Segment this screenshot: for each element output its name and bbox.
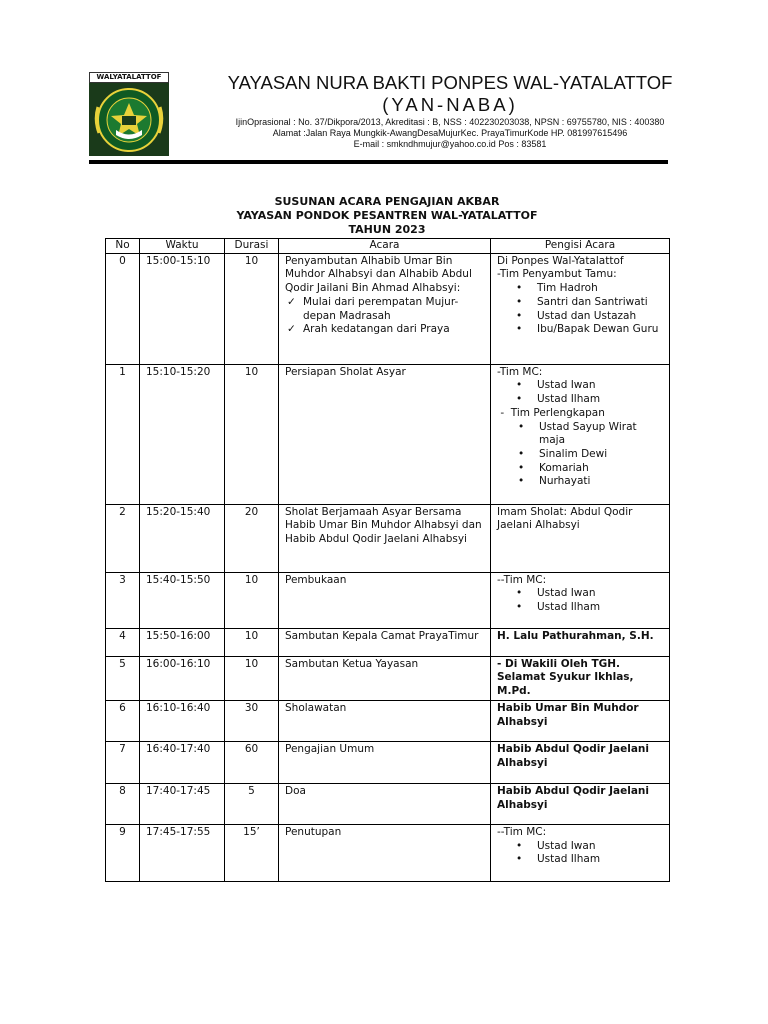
schedule-table [105,238,670,882]
row-no: 1 [106,364,140,504]
logo-label: WALYATALATTOF [89,72,169,83]
row-acara: Persiapan Sholat Asyar [279,364,491,504]
row-waktu: 15:20-15:40 [140,504,225,572]
list-item: • Komariah [539,462,663,476]
foundation-logo [89,72,169,156]
list-item: • Tim Hadroh [537,282,663,296]
row-acara: Sholawatan [279,700,491,741]
row-no: 0 [106,253,140,364]
table-row [106,628,670,656]
table-row [106,253,670,364]
header-pengisi: Pengisi Acara [491,239,670,254]
row-acara: Sambutan Kepala Camat PrayaTimur [279,628,491,656]
row-waktu: 15:10-15:20 [140,364,225,504]
list-item: • Ustad Ilham [537,601,663,615]
pengisi-list [497,587,663,614]
table-row [106,783,670,824]
row-pengisi: Habib Abdul Qodir Jaelani Alhabsyi [491,741,670,783]
header-durasi: Durasi [225,239,279,254]
pengisi-list [497,379,663,406]
list-item: • Ustad Iwan [537,587,663,601]
acara-checklist [285,296,484,337]
row-pengisi: Habib Umar Bin Muhdor Alhabsyi [491,700,670,741]
list-item: • Ustad Ilham [537,393,663,407]
row-pengisi [491,824,670,881]
row-waktu: 16:40-17:40 [140,741,225,783]
permit-info: IjinOprasional : No. 37/Dikpora/2013, Akreditasi : B, NSS : 402230203038, NPSN : 69755780, NIS : 400380 [235,117,665,127]
row-no: 4 [106,628,140,656]
list-item: • Ustad Iwan [537,379,663,393]
pengisi-group: -Tim MC: [497,365,543,378]
row-durasi: 10 [225,656,279,700]
row-acara [279,253,491,364]
contact-info: E-mail : smkndhmujur@yahoo.co.id Pos : 83581 [353,139,547,149]
header-acara: Acara [279,239,491,254]
table-row [106,572,670,628]
header-divider [89,160,668,164]
row-waktu: 15:00-15:10 [140,253,225,364]
list-item: • Ustad dan Ustazah [537,310,663,324]
pengisi-list [497,421,663,490]
row-durasi: 10 [225,364,279,504]
list-item: • Sinalim Dewi [539,448,663,462]
header-waktu: Waktu [140,239,225,254]
row-durasi: 60 [225,741,279,783]
acara-text: Penyambutan Alhabib Umar Bin Muhdor Alhabsyi dan Alhabib Abdul Qodir Jailani Bin Ahmad Alhabsyi: [285,254,472,295]
row-waktu: 16:10-16:40 [140,700,225,741]
list-item: • Nurhayati [539,475,663,489]
table-header-row [106,239,670,254]
row-pengisi [491,253,670,364]
row-acara: Penutupan [279,824,491,881]
row-no: 9 [106,824,140,881]
pengisi-group: -Tim Penyambut Tamu: [497,268,617,281]
row-durasi: 20 [225,504,279,572]
row-waktu: 17:40-17:45 [140,783,225,824]
foundation-abbreviation: (YAN-NABA) [382,94,518,115]
row-acara: Sholat Berjamaah Asyar Bersama Habib Umar Bin Muhdor Alhabsyi dan Habib Abdul Qodir Jaelani Alhabsyi [279,504,491,572]
row-waktu: 17:45-17:55 [140,824,225,881]
pengisi-group: - Tim Perlengkapan [497,406,605,419]
row-pengisi: - Di Wakili Oleh TGH. Selamat Syukur Ikhlas, M.Pd. [491,656,670,700]
doc-title-line2: YAYASAN PONDOK PESANTREN WAL-YATALATTOF [236,209,538,222]
row-waktu: 15:50-16:00 [140,628,225,656]
row-acara: Sambutan Ketua Yayasan [279,656,491,700]
logo-emblem-icon [89,83,169,156]
table-row [106,656,670,700]
pengisi-list [497,282,663,337]
list-item: ✓ Mulai dari perempatan Mujur-depan Madrasah [303,296,484,323]
table-row [106,504,670,572]
row-durasi: 15’ [225,824,279,881]
row-no: 8 [106,783,140,824]
row-pengisi [491,364,670,504]
row-no: 7 [106,741,140,783]
row-waktu: 15:40-15:50 [140,572,225,628]
row-durasi: 10 [225,572,279,628]
pengisi-group: --Tim MC: [497,573,547,586]
row-durasi: 10 [225,628,279,656]
list-item: • Ustad Iwan [537,840,663,854]
table-row [106,824,670,881]
row-acara: Pembukaan [279,572,491,628]
address-info: Alamat :Jalan Raya Mungkik-AwangDesaMujurKec. PrayaTimurKode HP. 081997615496 [272,128,628,138]
row-durasi: 10 [225,253,279,364]
list-item: • Ustad Sayup Wirat maja [539,421,663,448]
list-item: • Ustad Ilham [537,853,663,867]
row-durasi: 30 [225,700,279,741]
table-row [106,364,670,504]
row-no: 5 [106,656,140,700]
row-acara: Pengajian Umum [279,741,491,783]
row-acara: Doa [279,783,491,824]
header-no: No [106,239,140,254]
row-pengisi [491,572,670,628]
row-pengisi: Imam Sholat: Abdul Qodir Jaelani Alhabsyi [491,504,670,572]
list-item: ✓ Arah kedatangan dari Praya [303,323,484,337]
row-no: 6 [106,700,140,741]
table-row [106,700,670,741]
pengisi-list [497,840,663,867]
row-pengisi: Habib Abdul Qodir Jaelani Alhabsyi [491,783,670,824]
doc-title-line3: TAHUN 2023 [348,223,426,236]
list-item: • Santri dan Santriwati [537,296,663,310]
pengisi-location: Di Ponpes Wal-Yatalattof [497,254,624,267]
row-pengisi: H. Lalu Pathurahman, S.H. [491,628,670,656]
table-row [106,741,670,783]
row-no: 2 [106,504,140,572]
row-waktu: 16:00-16:10 [140,656,225,700]
row-durasi: 5 [225,783,279,824]
row-no: 3 [106,572,140,628]
doc-title-line1: SUSUNAN ACARA PENGAJIAN AKBAR [274,195,500,208]
list-item: • Ibu/Bapak Dewan Guru [537,323,663,337]
pengisi-group: --Tim MC: [497,825,547,838]
foundation-name: YAYASAN NURA BAKTI PONPES WAL-YATALATTOF [227,72,673,93]
